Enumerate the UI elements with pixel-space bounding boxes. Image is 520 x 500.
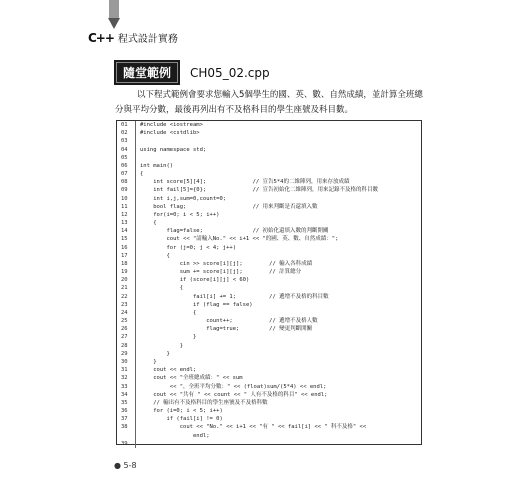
code-line [117,195,421,203]
line-number: 14 [117,227,136,235]
line-number: 37 [117,415,136,423]
line-number: 29 [117,350,136,358]
code-line [117,358,421,366]
code-text: using namespace std; [140,146,207,153]
code-text: { [140,252,170,259]
line-number: 38 [117,423,136,431]
line-number: 22 [117,293,136,301]
code-text: cout << "全班總成績：" << sum [140,375,243,382]
line-number: 25 [117,317,136,325]
code-text [136,154,140,162]
code-text: } [140,334,197,341]
code-text: for(i=0; i < 5; i++) [140,211,220,218]
code-text: int score[5][4]; // 宣告5*4的二維陣列，用來存放成績 [140,179,350,186]
line-number: 03 [117,137,136,145]
code-line [117,301,421,309]
code-line [117,293,421,301]
code-line [117,211,421,219]
code-text: int fail[5]={0}; // 宣告初始化二維陣列，用來記錄不及格的科目數 [140,187,379,194]
code-line [117,244,421,252]
code-text: int i,j,sum=0,count=0; [140,195,227,202]
code-line [117,219,421,227]
code-text: #include <iostream> [140,122,203,128]
line-number: 32 [117,374,136,382]
line-number: 12 [117,211,136,219]
line-number [117,432,136,440]
code-line [117,391,421,399]
line-number: 15 [117,235,136,243]
line-number: 05 [117,154,136,162]
code-line [117,276,421,284]
code-text: if (score[i][j] < 60) [140,277,250,284]
example-filename: CH05_02.cpp [190,65,270,80]
line-number: 33 [117,383,136,391]
line-number: 08 [117,178,136,186]
code-text: { [140,220,157,227]
line-number: 30 [117,358,136,366]
code-text: } [140,342,184,349]
code-line [117,203,421,211]
line-number: 28 [117,342,136,350]
code-text: } [140,358,157,365]
code-text: { [140,285,184,292]
line-number: 06 [117,162,136,170]
code-line [117,342,421,350]
code-line [117,325,421,333]
chapter-marker-icon [106,0,122,30]
code-line [117,383,421,391]
code-line [117,374,421,382]
code-line [117,407,421,415]
code-line [117,317,421,325]
code-text: flag=true; // 變更判斷開關 [140,326,313,333]
line-number: 27 [117,333,136,341]
code-text: #include <cstdlib> [140,130,200,137]
book-header [88,30,178,45]
code-line [117,415,421,423]
line-number: 36 [117,407,136,415]
code-line [117,350,421,358]
code-text: << "，全班平均分數：" << (float)sum/(5*4) << endl; [140,383,327,390]
code-line [117,227,421,235]
code-text: for (i=0; i < 5; i++) [140,408,223,415]
line-number: 13 [117,219,136,227]
code-line [117,162,421,170]
line-number: 23 [117,301,136,309]
code-line [117,137,421,145]
line-number: 09 [117,186,136,194]
line-number: 02 [117,129,136,137]
code-line [117,146,421,154]
code-line [117,399,421,407]
code-text: int main() [140,162,174,169]
code-line [117,178,421,186]
code-text: cout << "No." << i+1 << "有 " << fail[i] << " 科不及格" << [140,424,367,431]
code-text: sum += score[i][j]; // 計算總分 [140,269,302,276]
code-text: } [140,350,170,357]
line-number: 16 [117,244,136,252]
line-number: 31 [117,366,136,374]
line-number: 11 [117,203,136,211]
line-number: 18 [117,260,136,268]
code-text: cin >> score[i][j]; // 輸入各科成績 [140,260,313,267]
code-line [117,154,421,162]
code-line [117,284,421,292]
code-text: { [140,309,197,316]
cpp-logo: C++ [88,30,114,45]
line-number: 17 [117,252,136,260]
intro-text: 以下程式範例會要求您輸入5個學生的國、英、數、自然成績，並計算全班總分與平均分數，最後再列出有不及格科目的學生座號及科目數。 [115,90,423,115]
code-text: count++; // 遞增不及格人數 [140,318,318,325]
code-line [117,432,421,440]
code-text: for (j=0; j < 4; j++) [140,244,237,251]
page-number: ● 5-8 [114,461,137,470]
code-text [136,137,140,145]
code-text: bool flag; // 用來判斷是否還填入數 [140,203,318,210]
line-number: 10 [117,195,136,203]
code-line [117,260,421,268]
code-line [117,366,421,374]
line-number: 26 [117,325,136,333]
code-line [117,252,421,260]
code-text: // 輸出有不及格科目的學生座號及不及格科數 [140,399,268,406]
code-line [117,129,421,137]
code-line [117,333,421,341]
code-text: if (fail[i] != 0) [140,416,223,423]
line-number: 19 [117,268,136,276]
line-number: 35 [117,399,136,407]
line-number: 21 [117,284,136,292]
line-number: 39 [117,440,136,448]
code-text: if (flag == false) [140,301,253,308]
code-line [117,440,421,448]
code-line [117,170,421,178]
line-number: 24 [117,309,136,317]
code-text: endl; [140,432,210,439]
code-line [117,121,421,129]
line-number: 04 [117,146,136,154]
code-text [136,440,140,448]
code-text: cout << "共有 " << count << " 人有不及格的科目" << endl; [140,391,328,398]
code-line [117,309,421,317]
code-text: fail[i] += 1; // 遞增不及格的科目數 [140,293,329,300]
code-text: { [140,171,144,178]
code-text: cout << endl; [140,367,197,374]
code-line [117,268,421,276]
code-listing [116,120,422,445]
page-number-text: 5-8 [123,461,137,470]
book-title: 程式設計實務 [117,34,178,45]
code-line [117,186,421,194]
code-line [117,423,421,431]
line-number: 01 [117,121,136,129]
example-tag: 隨堂範例 [114,60,180,85]
intro-paragraph [115,88,430,118]
code-line [117,235,421,243]
line-number: 07 [117,170,136,178]
example-heading [114,60,270,85]
code-text: flag=false; // 初始化還填入數的判斷開關 [140,228,329,235]
line-number: 34 [117,391,136,399]
code-text: cout << "請輸入No." << i+1 << "的國、英、數、自然成績："; [140,236,339,243]
line-number: 20 [117,276,136,284]
